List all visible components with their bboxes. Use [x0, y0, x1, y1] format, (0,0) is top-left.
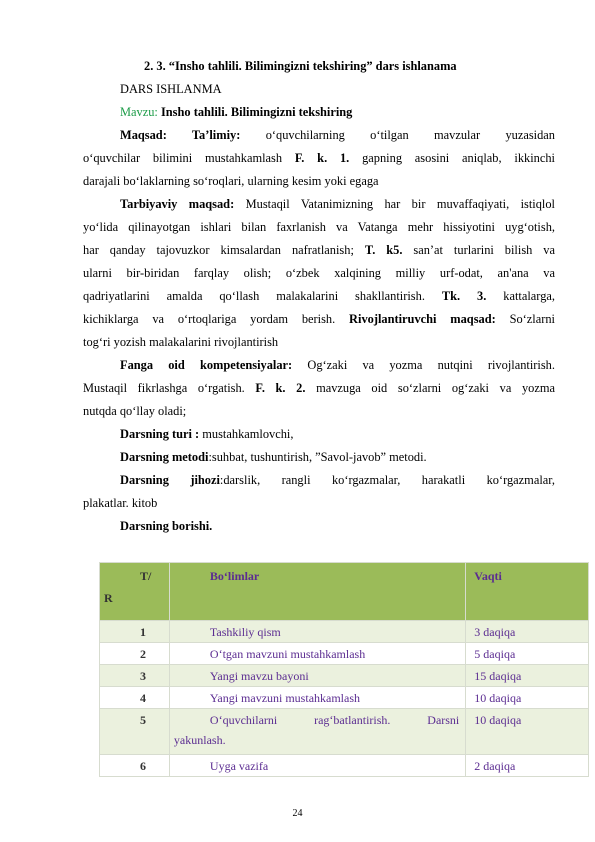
row-section: [169, 709, 465, 755]
label-kompetensiyalar: Fanga oid kompetensiyalar:: [120, 358, 293, 372]
topic-label: Mavzu:: [120, 105, 158, 119]
header-num-top: T/: [140, 569, 152, 583]
text: Mustaqil Vatanimizning har bir muvaffaqiyati, istiqlol: [245, 197, 556, 211]
table-row: [100, 621, 589, 643]
paragraph-line: [120, 426, 293, 442]
header-cell-number: [100, 563, 170, 621]
paragraph-line: [83, 380, 555, 396]
row-time: 10 daqiqa: [466, 687, 589, 709]
row-section: Yangi mavzu bayoni: [169, 665, 465, 687]
table-row: [100, 643, 589, 665]
row-section: Yangi mavzuni mustahkamlash: [169, 687, 465, 709]
row-time: 2 daqiqa: [466, 755, 589, 777]
text: :darslik, rangli ko‘rgazmalar, harakatli ko‘rgazmalar,: [219, 473, 555, 487]
topic-line: [120, 104, 352, 120]
row-section-line1: O‘quvchilarni rag‘batlantirish. Darsni: [209, 713, 460, 727]
text: har qanday tajovuzkor kimsalardan nafratlanish;: [83, 243, 354, 257]
label-rivojlantiruvchi: Rivojlantiruvchi maqsad:: [349, 312, 496, 326]
table-row: [100, 687, 589, 709]
table-row: [100, 709, 589, 755]
row-number: 3: [100, 665, 170, 687]
code-label: Tk. 3.: [441, 289, 487, 303]
row-number: 5: [100, 709, 170, 755]
text: gapning asosini aniqlab, ikkinchi: [362, 151, 556, 165]
text: mavzuga oid so‘zlarni og‘zaki va yozma: [316, 381, 555, 395]
row-section: O‘tgan mavzuni mustahkamlash: [169, 643, 465, 665]
section-heading: 2. 3. “Insho tahlili. Bilimingizni tekshiring” dars ishlanama: [144, 59, 457, 73]
row-section-line2: yakunlash.: [173, 733, 226, 747]
table-row: [100, 755, 589, 777]
label-metodi: Darsning metodi: [120, 450, 209, 464]
row-number: 2: [100, 643, 170, 665]
paragraph-line: [120, 357, 555, 373]
header-cell-time: [466, 563, 589, 621]
text: san’at turlarini bilish va: [413, 243, 555, 257]
row-time: 5 daqiqa: [466, 643, 589, 665]
paragraph-line: [120, 196, 555, 212]
code-label: F. k. 2.: [255, 381, 306, 395]
paragraph-line: darajali bo‘laklarning so‘roqlari, ularning kesim yoki egaga: [83, 174, 379, 188]
paragraph-line: [120, 449, 427, 465]
text: o‘quvchilarning o‘tilgan mavzular yuzasidan: [265, 128, 555, 142]
row-number: 1: [100, 621, 170, 643]
code-label: T. k5.: [364, 243, 403, 257]
table-header-row: [100, 563, 589, 621]
row-number: 6: [100, 755, 170, 777]
paragraph-line: plakatlar. kitob: [83, 496, 158, 510]
header-time: Vaqti: [474, 569, 502, 583]
page-number: 24: [292, 808, 303, 819]
text: qadriyatlarini amalda qo‘llash malakalarini shakllantirish.: [83, 289, 425, 303]
paragraph-line: nutqda qo‘llay oladi;: [83, 404, 187, 418]
text: Mustaqil fikrlashga o‘rgatish.: [83, 381, 245, 395]
text: Og‘zaki va yozma nutqini rivojlantirish.: [307, 358, 555, 372]
label-tarbiyaviy: Tarbiyaviy maqsad:: [120, 197, 235, 211]
code-label: F. k. 1.: [294, 151, 350, 165]
text: kichiklarga va o‘rtoqlariga yordam berish.: [83, 312, 336, 326]
paragraph-line: [120, 472, 555, 488]
row-number: 4: [100, 687, 170, 709]
paragraph-line: [83, 288, 555, 304]
paragraph-line: tog‘ri yozish malakalarini rivojlantirish: [83, 335, 279, 349]
section-subtitle: Darsning borishi.: [120, 519, 213, 533]
text: mustahkamlovchi,: [202, 427, 294, 441]
paragraph-line: [83, 242, 555, 258]
label-jihozi: Darsning jihozi: [120, 473, 220, 487]
header-name: Bo‘limlar: [209, 569, 260, 583]
paragraph-line: [83, 150, 555, 166]
row-time: 15 daqiqa: [466, 665, 589, 687]
paragraph-line: ularni bir-biridan farqlay olish; o‘zbek xalqining milliy urf-odat, an'ana va: [83, 266, 555, 280]
header-cell-name: [169, 563, 465, 621]
paragraph-line: [120, 127, 555, 143]
header-num-bottom: R: [104, 591, 113, 605]
row-section: Tashkiliy qism: [169, 621, 465, 643]
text: o‘quvchilar bilimini mustahkamlash: [83, 151, 283, 165]
topic-value: Insho tahlili. Bilimingizni tekshiring: [160, 105, 353, 119]
label-turi: Darsning turi :: [120, 427, 200, 441]
row-section: Uyga vazifa: [169, 755, 465, 777]
paragraph-line: yo‘lida qilinayotgan ishlari bilan faxrlanish va Vatanga mehr hissiyotini uyg‘otish,: [83, 220, 555, 234]
text: So‘zlarni: [509, 312, 555, 326]
text: kattalarga,: [503, 289, 555, 303]
row-time: 3 daqiqa: [466, 621, 589, 643]
table-row: [100, 665, 589, 687]
row-time: 10 daqiqa: [466, 709, 589, 755]
paragraph-line: [83, 311, 555, 327]
lesson-plan-table: [99, 562, 589, 777]
subheading: DARS ISHLANMA: [120, 82, 222, 96]
text: :suhbat, tushuntirish, ”Savol-javob” metodi.: [208, 450, 427, 464]
label-maqsad: Maqsad: Ta’limiy:: [120, 128, 241, 142]
